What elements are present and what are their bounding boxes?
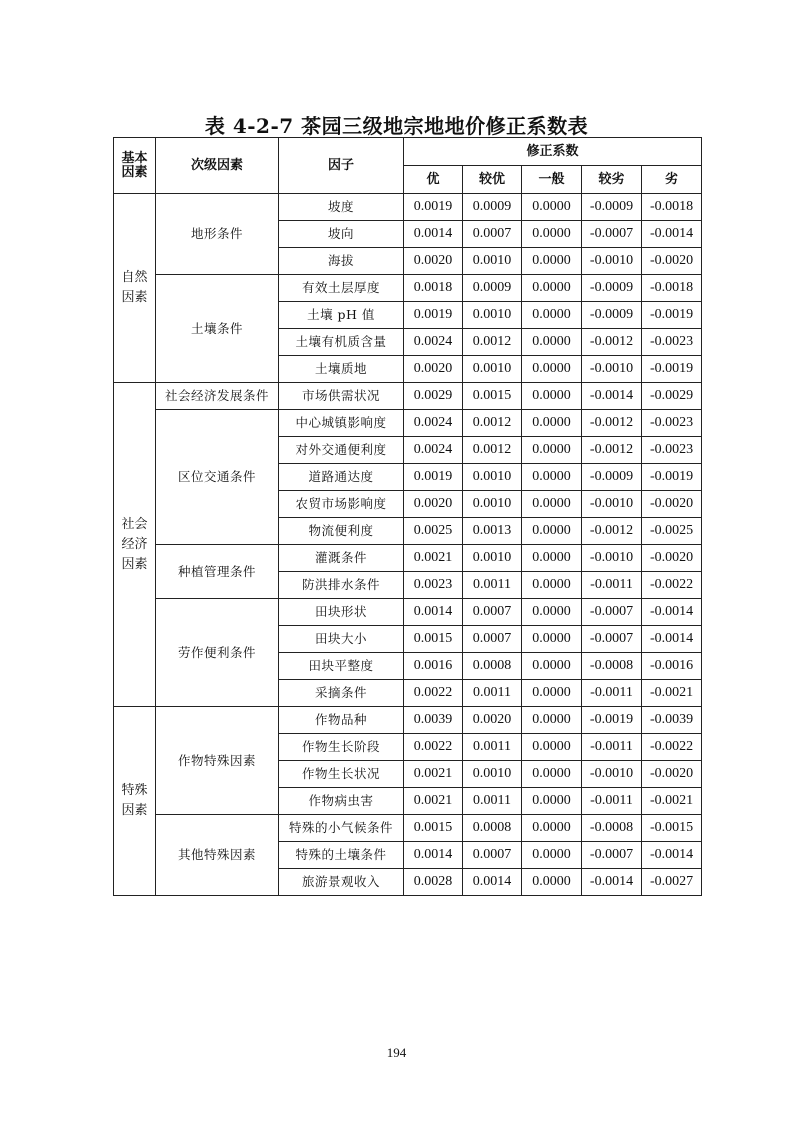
coefficient-value: 0.0000 xyxy=(522,464,582,491)
table-title: 表 4-2-7 茶园三级地宗地地价修正系数表 xyxy=(204,114,589,138)
coefficient-value: 0.0014 xyxy=(463,869,522,896)
factor-cell: 对外交通便利度 xyxy=(279,437,404,464)
factor-cell: 灌溉条件 xyxy=(279,545,404,572)
coefficient-value: 0.0019 xyxy=(404,464,463,491)
coefficient-value: 0.0000 xyxy=(522,302,582,329)
factor-cell: 土壤 pH 值 xyxy=(279,302,404,329)
factor-cell: 有效土层厚度 xyxy=(279,275,404,302)
basic-factor-cell xyxy=(114,383,156,707)
coefficient-value: -0.0009 xyxy=(582,464,642,491)
basic-factor-cell xyxy=(114,707,156,896)
header-grade: 较劣 xyxy=(582,166,642,194)
coefficient-value: 0.0010 xyxy=(463,464,522,491)
coefficient-value: 0.0012 xyxy=(463,329,522,356)
coefficient-value: -0.0012 xyxy=(582,329,642,356)
header-basic-factor: 基本因素 xyxy=(114,138,156,194)
coefficient-value: -0.0010 xyxy=(582,491,642,518)
coefficient-value: -0.0008 xyxy=(582,815,642,842)
coefficient-value: 0.0000 xyxy=(522,572,582,599)
coefficient-value: 0.0011 xyxy=(463,788,522,815)
factor-cell: 作物病虫害 xyxy=(279,788,404,815)
coefficient-value: 0.0007 xyxy=(463,599,522,626)
coefficient-value: -0.0019 xyxy=(582,707,642,734)
sub-factor-cell: 土壤条件 xyxy=(156,275,279,383)
coefficient-value: -0.0012 xyxy=(582,437,642,464)
coefficient-value: -0.0019 xyxy=(642,302,702,329)
coefficient-value: 0.0025 xyxy=(404,518,463,545)
coefficient-value: -0.0025 xyxy=(642,518,702,545)
coefficient-value: 0.0024 xyxy=(404,437,463,464)
coefficient-value: -0.0014 xyxy=(642,626,702,653)
coefficient-value: 0.0000 xyxy=(522,842,582,869)
coefficient-value: -0.0007 xyxy=(582,221,642,248)
basic-factor-label: 特殊因素 xyxy=(121,783,148,818)
coefficient-value: 0.0007 xyxy=(463,842,522,869)
coefficient-value: 0.0024 xyxy=(404,410,463,437)
coefficient-value: 0.0019 xyxy=(404,302,463,329)
coefficient-value: 0.0000 xyxy=(522,788,582,815)
factor-cell: 市场供需状况 xyxy=(279,383,404,410)
factor-cell: 田块大小 xyxy=(279,626,404,653)
header-grade: 一般 xyxy=(522,166,582,194)
coefficient-value: 0.0015 xyxy=(404,815,463,842)
basic-factor-label: 社会经济因素 xyxy=(121,516,148,572)
coefficient-value: 0.0015 xyxy=(404,626,463,653)
coefficient-value: 0.0000 xyxy=(522,410,582,437)
coefficient-value: -0.0008 xyxy=(582,653,642,680)
coefficient-value: -0.0027 xyxy=(642,869,702,896)
coefficient-value: 0.0000 xyxy=(522,491,582,518)
coefficient-value: 0.0000 xyxy=(522,680,582,707)
coefficient-value: 0.0000 xyxy=(522,383,582,410)
sub-factor-cell: 其他特殊因素 xyxy=(156,815,279,896)
header-correction-coefficient: 修正系数 xyxy=(404,138,702,166)
header-factor: 因子 xyxy=(279,138,404,194)
coefficient-value: 0.0000 xyxy=(522,869,582,896)
coefficient-value: 0.0021 xyxy=(404,545,463,572)
coefficient-value: -0.0010 xyxy=(582,248,642,275)
coefficient-value: 0.0008 xyxy=(463,653,522,680)
sub-factor-cell: 社会经济发展条件 xyxy=(156,383,279,410)
coefficient-value: -0.0014 xyxy=(582,869,642,896)
coefficient-value: -0.0014 xyxy=(582,383,642,410)
factor-cell: 作物生长状况 xyxy=(279,761,404,788)
coefficient-value: -0.0019 xyxy=(642,464,702,491)
coefficient-value: 0.0011 xyxy=(463,734,522,761)
factor-cell: 土壤有机质含量 xyxy=(279,329,404,356)
factor-cell: 海拔 xyxy=(279,248,404,275)
coefficient-value: 0.0000 xyxy=(522,761,582,788)
coefficient-value: 0.0023 xyxy=(404,572,463,599)
factor-cell: 作物品种 xyxy=(279,707,404,734)
coefficient-value: 0.0000 xyxy=(522,626,582,653)
factor-cell: 道路通达度 xyxy=(279,464,404,491)
coefficient-value: -0.0015 xyxy=(642,815,702,842)
coefficient-value: -0.0014 xyxy=(642,842,702,869)
coefficient-value: 0.0000 xyxy=(522,329,582,356)
coefficient-value: -0.0016 xyxy=(642,653,702,680)
coefficient-value: 0.0010 xyxy=(463,302,522,329)
coefficient-value: -0.0019 xyxy=(642,356,702,383)
coefficient-value: 0.0016 xyxy=(404,653,463,680)
coefficient-value: 0.0000 xyxy=(522,194,582,221)
coefficient-value: -0.0009 xyxy=(582,275,642,302)
coefficient-value: 0.0000 xyxy=(522,599,582,626)
coefficient-value: -0.0022 xyxy=(642,734,702,761)
coefficient-value: 0.0029 xyxy=(404,383,463,410)
coefficient-value: -0.0023 xyxy=(642,437,702,464)
factor-cell: 作物生长阶段 xyxy=(279,734,404,761)
table-row xyxy=(114,599,702,626)
coefficient-value: 0.0007 xyxy=(463,221,522,248)
coefficient-value: -0.0007 xyxy=(582,626,642,653)
coefficient-value: 0.0009 xyxy=(463,194,522,221)
coefficient-value: 0.0015 xyxy=(463,383,522,410)
coefficient-value: 0.0018 xyxy=(404,275,463,302)
coefficient-value: 0.0000 xyxy=(522,653,582,680)
coefficient-value: -0.0020 xyxy=(642,491,702,518)
coefficient-value: 0.0000 xyxy=(522,734,582,761)
coefficient-value: -0.0029 xyxy=(642,383,702,410)
coefficient-value: -0.0022 xyxy=(642,572,702,599)
sub-factor-cell: 地形条件 xyxy=(156,194,279,275)
coefficient-value: -0.0012 xyxy=(582,410,642,437)
coefficient-value: -0.0009 xyxy=(582,302,642,329)
factor-cell: 中心城镇影响度 xyxy=(279,410,404,437)
header-grade: 较优 xyxy=(463,166,522,194)
factor-cell: 旅游景观收入 xyxy=(279,869,404,896)
coefficient-value: -0.0020 xyxy=(642,761,702,788)
coefficient-value: 0.0008 xyxy=(463,815,522,842)
coefficient-value: 0.0021 xyxy=(404,761,463,788)
coefficient-value: 0.0000 xyxy=(522,815,582,842)
coefficient-value: 0.0022 xyxy=(404,680,463,707)
coefficient-value: -0.0010 xyxy=(582,356,642,383)
sub-factor-cell: 种植管理条件 xyxy=(156,545,279,599)
coefficient-value: -0.0007 xyxy=(582,599,642,626)
header-grade: 劣 xyxy=(642,166,702,194)
coefficient-value: -0.0020 xyxy=(642,248,702,275)
basic-factor-cell xyxy=(114,194,156,383)
table-row xyxy=(114,383,702,410)
coefficient-value: 0.0022 xyxy=(404,734,463,761)
sub-factor-cell: 作物特殊因素 xyxy=(156,707,279,815)
coefficient-value: 0.0020 xyxy=(404,248,463,275)
coefficient-value: -0.0007 xyxy=(582,842,642,869)
coefficient-value: 0.0013 xyxy=(463,518,522,545)
table-row xyxy=(114,707,702,734)
sub-factor-cell: 区位交通条件 xyxy=(156,410,279,545)
coefficient-value: -0.0012 xyxy=(582,518,642,545)
table-row xyxy=(114,275,702,302)
coefficient-value: 0.0020 xyxy=(404,491,463,518)
table-row xyxy=(114,815,702,842)
coefficient-value: 0.0000 xyxy=(522,545,582,572)
table-row xyxy=(114,194,702,221)
coefficient-value: -0.0011 xyxy=(582,788,642,815)
coefficient-value: -0.0010 xyxy=(582,545,642,572)
coefficient-value: 0.0000 xyxy=(522,275,582,302)
table-row xyxy=(114,545,702,572)
coefficient-value: 0.0012 xyxy=(463,437,522,464)
coefficient-value: 0.0012 xyxy=(463,410,522,437)
header-sub-factor: 次级因素 xyxy=(156,138,279,194)
coefficient-value: 0.0000 xyxy=(522,518,582,545)
coefficient-value: 0.0011 xyxy=(463,572,522,599)
table-body xyxy=(114,194,702,896)
factor-cell: 田块形状 xyxy=(279,599,404,626)
coefficient-value: -0.0009 xyxy=(582,194,642,221)
coefficient-value: -0.0021 xyxy=(642,680,702,707)
factor-cell: 物流便利度 xyxy=(279,518,404,545)
factor-cell: 坡向 xyxy=(279,221,404,248)
coefficient-value: 0.0010 xyxy=(463,545,522,572)
coefficient-value: 0.0000 xyxy=(522,437,582,464)
coefficient-value: 0.0010 xyxy=(463,761,522,788)
factor-cell: 特殊的小气候条件 xyxy=(279,815,404,842)
coefficient-value: -0.0011 xyxy=(582,572,642,599)
coefficient-value: 0.0014 xyxy=(404,599,463,626)
correction-coefficient-table xyxy=(113,137,702,896)
coefficient-value: 0.0024 xyxy=(404,329,463,356)
factor-cell: 土壤质地 xyxy=(279,356,404,383)
coefficient-value: 0.0000 xyxy=(522,248,582,275)
coefficient-value: 0.0020 xyxy=(404,356,463,383)
sub-factor-cell: 劳作便利条件 xyxy=(156,599,279,707)
coefficient-value: -0.0014 xyxy=(642,221,702,248)
page-number: 194 xyxy=(386,1045,407,1060)
coefficient-value: -0.0021 xyxy=(642,788,702,815)
coefficient-value: 0.0010 xyxy=(463,491,522,518)
coefficient-value: 0.0010 xyxy=(463,356,522,383)
coefficient-value: 0.0039 xyxy=(404,707,463,734)
coefficient-value: -0.0023 xyxy=(642,410,702,437)
factor-cell: 特殊的土壤条件 xyxy=(279,842,404,869)
coefficient-value: -0.0011 xyxy=(582,680,642,707)
coefficient-value: 0.0010 xyxy=(463,248,522,275)
coefficient-value: 0.0000 xyxy=(522,221,582,248)
coefficient-value: 0.0028 xyxy=(404,869,463,896)
coefficient-value: -0.0018 xyxy=(642,275,702,302)
coefficient-value: -0.0011 xyxy=(582,734,642,761)
coefficient-value: 0.0014 xyxy=(404,842,463,869)
factor-cell: 农贸市场影响度 xyxy=(279,491,404,518)
factor-cell: 坡度 xyxy=(279,194,404,221)
coefficient-value: -0.0023 xyxy=(642,329,702,356)
coefficient-value: 0.0020 xyxy=(463,707,522,734)
coefficient-value: 0.0009 xyxy=(463,275,522,302)
factor-cell: 田块平整度 xyxy=(279,653,404,680)
coefficient-value: -0.0018 xyxy=(642,194,702,221)
coefficient-value: 0.0007 xyxy=(463,626,522,653)
coefficient-value: 0.0014 xyxy=(404,221,463,248)
header-grade: 优 xyxy=(404,166,463,194)
coefficient-value: 0.0021 xyxy=(404,788,463,815)
coefficient-value: -0.0039 xyxy=(642,707,702,734)
basic-factor-label: 自然因素 xyxy=(121,270,148,305)
factor-cell: 采摘条件 xyxy=(279,680,404,707)
table-row xyxy=(114,410,702,437)
coefficient-value: 0.0000 xyxy=(522,356,582,383)
coefficient-value: -0.0010 xyxy=(582,761,642,788)
coefficient-value: -0.0014 xyxy=(642,599,702,626)
coefficient-value: 0.0019 xyxy=(404,194,463,221)
coefficient-value: 0.0000 xyxy=(522,707,582,734)
coefficient-value: -0.0020 xyxy=(642,545,702,572)
coefficient-value: 0.0011 xyxy=(463,680,522,707)
factor-cell: 防洪排水条件 xyxy=(279,572,404,599)
